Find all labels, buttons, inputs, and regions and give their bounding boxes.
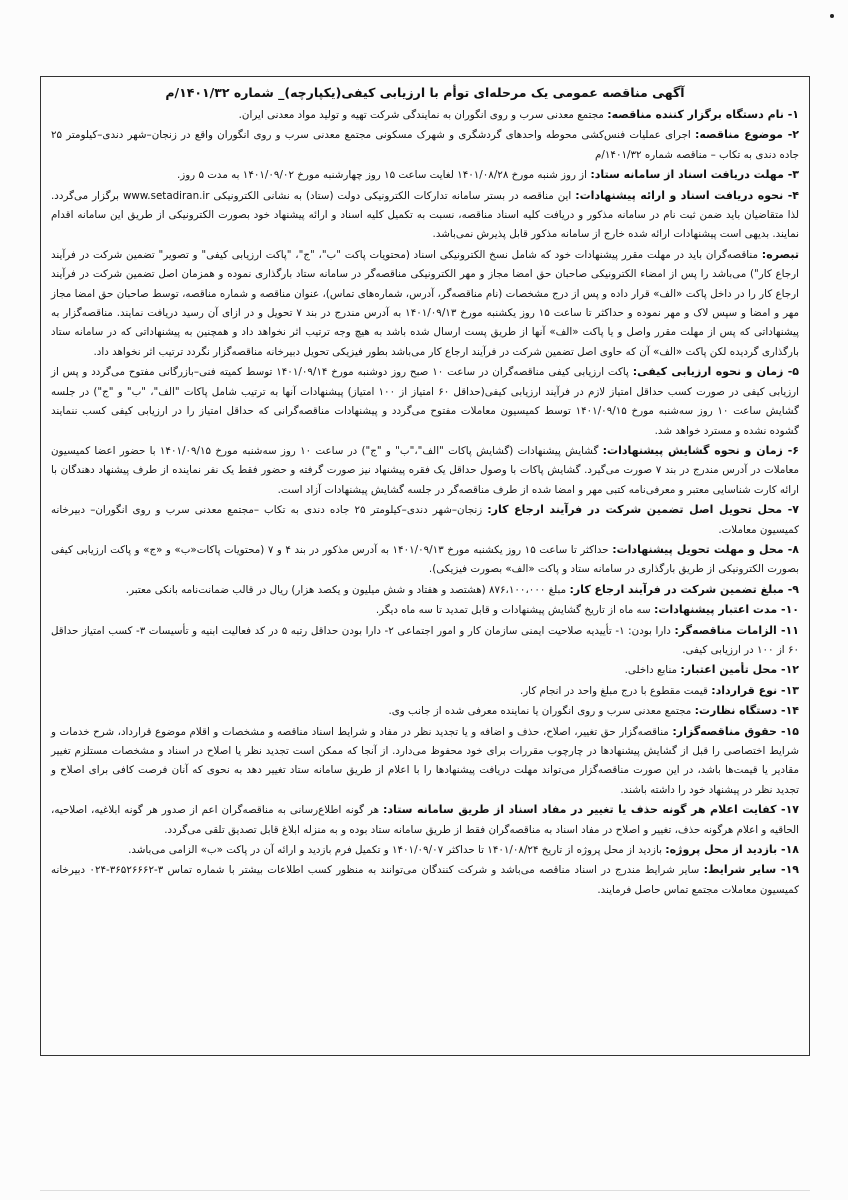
notice-item-label: ۱۳- نوع قرارداد:: [711, 683, 799, 697]
notice-item-label: ۱۹- سایر شرایط:: [703, 863, 799, 877]
notice-frame: [40, 76, 810, 1056]
notice-item-label: ۹- مبلغ تضمین شرکت در فرآیند ارجاع کار:: [569, 582, 799, 596]
notice-item: [51, 600, 799, 620]
notice-item: [51, 840, 799, 860]
notice-item-text: مجتمع معدنی سرب و روی انگوران یا نماینده معرفی شده از جانب وی.: [388, 705, 692, 718]
notice-item: [51, 441, 799, 500]
notice-item-text: مناقصه‌گزار حق تغییر، اصلاح، حذف و اضافه و یا تجدید نظر در مفاد و شرایط اسناد مناقصه و مشخصات و اقلام موضوع قرارداد، شرح خدمات و شرایط اختصاصی را قبل از گشایش پیشنهادها در چارچوب مقررات برای خود محفوظ می‌دارد. از آنجا که ممکن است تجدید نظر یا اصلاح در اسناد و مشخصات مستلزم تغییر مقادیر یا قیمت‌ها باشد، در این صورت مناقصه‌گزار می‌تواند مهلت دریافت پیشنهادها را با اعلام از طریق سامانه ستاد تغییر دهد به نحوی که آنان فرصت کافی برای اصلاح و تجدید نظر در پیشنهاد خود را داشته باشند.: [51, 725, 799, 796]
notice-item: [51, 540, 799, 580]
notice-item: [51, 701, 799, 721]
notice-item: [51, 860, 799, 900]
notice-item-label: ۶- زمان و نحوه گشایش پیشنهادات:: [602, 443, 799, 457]
notice-item-text: پاکت ارزیابی کیفی مناقصه‌گران در ساعت ۱۰ صبح روز دوشنبه مورخ ۱۴۰۱/۰۹/۱۴ توسط کمیته فنی–بازرگانی مفتوح می‌گردد و پس از ارزیابی کیفی در صورت کسب حداقل امتیاز لازم در فرآیند ارزیابی کیفی(حداقل ۶۰ امتیاز از ۱۰۰ امتیاز) پیشنهادات آنها به ترتیب شامل پاکات "الف"، "ب" و "ج") در جلسه گشایش ساعت ۱۰ روز سه‌شنبه مورخ ۱۴۰۱/۰۹/۱۵ توسط کمیسیون معاملات مفتوح می‌گردد و پیشنهادات مناقصه‌گرانی که حداقل امتیاز را در ارزیابی کیفی کسب ننمایند گشوده نشده و مسترد خواهد شد.: [51, 366, 800, 437]
notice-item-label: ۳- مهلت دریافت اسناد از سامانه ستاد:: [590, 168, 799, 182]
notice-item-text: مجتمع معدنی سرب و روی انگوران به نمایندگی شرکت تهیه و تولید مواد معدنی ایران.: [238, 109, 604, 121]
notice-item: [51, 165, 799, 185]
corner-dot: [830, 14, 834, 18]
notice-item-label: ۸- محل و مهلت تحویل پیشنهادات:: [612, 542, 799, 556]
notice-item-label: ۷- محل تحویل اصل تضمین شرکت در فرآیند ارجاع کار:: [487, 503, 800, 517]
notice-item: [51, 186, 799, 245]
notice-item-label: ۲- موضوع مناقصه:: [694, 128, 799, 142]
notice-item-label: ۱۷- کفایت اعلام هر گونه حذف یا تغییر در مفاد اسناد از طریق سامانه ستاد:: [383, 803, 799, 817]
notice-item: [51, 105, 799, 125]
notice-item-text: گشایش پیشنهادات (گشایش پاکات "الف"،"ب" و "ج") در ساعت ۱۰ روز سه‌شنبه مورخ ۱۴۰۱/۰۹/۱۵ با حضور اعضا کمیسیون معاملات در آدرس مندرج در بند ۷ صورت می‌گیرد. گشایش پاکات با وصول حداقل یک فقره پیشنهاد نیز صورت گرفته و حضور فقط یک نفر نماینده از طرف پیشنهاد دهندگان با ارائه کارت شناسایی معتبر و معرفی‌نامه کتبی مهر و امضا شده از طرف مناقصه‌گر در جلسه گشایش پیشنهادات آزاد است.: [51, 444, 800, 496]
notice-item-label: ۱۵- حقوق مناقصه‌گزار:: [672, 724, 800, 738]
notice-item-text: این مناقصه در بستر سامانه تدارکات الکترونیکی دولت (ستاد) به نشانی الکترونیکی www.setadiran.ir برگزار می‌گردد. لذا متقاضیان باید ضمن ثبت نام در سامانه مذکور و دریافت کلیه اسناد مناقصه، نسبت به تکمیل کلیه اسناد و ارائه پیشنهاد خود بصورت الکترونیکی از طریق این سامانه اقدام نمایند. بدیهی است پیشنهادات ارائه شده خارج از سامانه مذکور قابل پذیرش نمی‌باشد.: [51, 189, 799, 241]
notice-items: [51, 105, 799, 900]
notice-item-text: اجرای عملیات فنس‌کشی محوطه واحدهای گردشگری و شهرک مسکونی مجتمع معدنی سرب و روی انگوران واقع در زنجان–شهر دندی–کیلومتر ۲۵ جاده دندی به تکاب – مناقصه شماره ۱۴۰۱/۳۲/م: [51, 129, 799, 161]
notice-item: [51, 125, 799, 165]
notice-item: [51, 681, 799, 701]
notice-item-text: بازدید از محل پروژه از تاریخ ۱۴۰۱/۰۸/۲۴ تا حداکثر ۱۴۰۱/۰۹/۰۷ و تکمیل فرم بازدید و ارائه آن در پاکت «ب» الزامی می‌باشد.: [128, 844, 662, 857]
notice-item: [51, 500, 799, 540]
notice-item-text: سه ماه از تاریخ گشایش پیشنهادات و قابل تمدید تا سه ماه دیگر.: [375, 604, 651, 617]
notice-item-label: تبصره:: [761, 247, 799, 261]
notice-item-text: منابع داخلی.: [624, 664, 678, 677]
notice-item-text: دارا بودن: ۱- تأییدیه صلاحیت ایمنی سازمان کار و امور اجتماعی ۲- دارا بودن حداقل رتبه ۵ در کد فعالیت ابنیه و تأسیسات ۳- کسب امتیاز حداقل ۶۰ از ۱۰۰ در ارزیابی کیفی.: [51, 624, 799, 656]
notice-item-label: ۱۰- مدت اعتبار پیشنهادات:: [653, 603, 799, 617]
notice-item-text: قیمت مقطوع با درج مبلغ واحد در انجام کار.: [519, 684, 708, 697]
notice-item-text: حداکثر تا ساعت ۱۵ روز یکشنبه مورخ ۱۴۰۱/۰۹/۱۳ به آدرس مذکور در بند ۴ و ۷ (محتویات پاکات«ب» و «ج» و پاکت ارزیابی کیفی بصورت الکترونیکی از طریق بارگذاری در سامانه ستاد و پاکت «الف» بصورت فیزیکی).: [51, 543, 799, 576]
notice-title: آگهی مناقصه عمومی یک مرحله‌ای توأم با ارزیابی کیفی(یکپارچه)_ شماره ۱۴۰۱/۳۲/م: [165, 85, 685, 100]
notice-item: [51, 722, 799, 801]
notice-item: [51, 621, 799, 661]
notice-item-label: ۱- نام دستگاه برگزار کننده مناقصه:: [607, 108, 799, 121]
notice-item: [51, 245, 799, 362]
notice-item-text: از روز شنبه مورخ ۱۴۰۱/۰۸/۲۸ لغایت ساعت ۱۵ روز چهارشنبه مورخ ۱۴۰۱/۰۹/۰۲ به مدت ۵ روز.: [176, 169, 588, 182]
notice-item-label: ۴- نحوه دریافت اسناد و ارائه پیشنهادات:: [575, 188, 799, 202]
notice-item-label: ۵- زمان و نحوه ارزیابی کیفی:: [632, 365, 799, 379]
notice-item-label: ۱۲- محل تأمین اعتبار:: [680, 663, 799, 677]
notice-item-text: مبلغ ۸۷۶،۱۰۰،۰۰۰ (هشتصد و هفتاد و شش میلیون و یکصد هزار) ریال در قالب ضمانت‌نامه بانکی معتبر.: [125, 583, 567, 596]
notice-item-text: زنجان–شهر دندی–کیلومتر ۲۵ جاده دندی به تکاب –مجتمع معدنی سرب و روی انگوران– دبیرخانه کمیسیون معاملات.: [51, 504, 799, 536]
notice-item: [51, 660, 799, 680]
notice-item-text: سایر شرایط مندرج در اسناد مناقصه می‌باشد و شرکت کنندگان می‌توانند به منظور کسب اطلاعات بیشتر با شماره تماس ۳-۳۶۵۲۶۶۶۲-۰۲۴ دبیرخانه کمیسیون معاملات مجتمع تماس حاصل فرمایند.: [51, 864, 799, 896]
notice-item-text: مناقصه‌گران باید در مهلت مقرر پیشنهادات خود که شامل نسخ الکترونیکی اسناد (محتویات پاکت "ب"، "ج"، "پاکت ارزیابی کیفی" و تصویر" تضمین شرکت در فرآیند ارجاع کار") می‌باشد را پس از امضاء الکترونیکی صاحبان حق امضا مجاز و مهر الکترونیکی مناقصه‌گر در سامانه ستاد بارگذاری نموده و همزمان اصل تضمین شرکت در فرآیند ارجاع کار را در داخل پاکت «الف» قرار داده و پس از درج مشخصات (نام مناقصه‌گر، آدرس، شماره‌های تماس)، عنوان مناقصه و شماره مناقصه، توسط صاحبان حق امضا مجاز مهر و امضا و سپس لاک و مهر نموده و حداکثر تا ساعت ۱۵ روز یکشنبه مورخ ۱۴۰۱/۰۹/۱۳ به آدرس مندرج در بند ۷ تحویل و در ازای آن رسید دریافت نمایند. مناقصه‌گزار به پیشنهاداتی که پس از مهلت مقرر واصل و یا پاکت «الف» آنها از طریق پست ارسال شده باشد به هیچ وجه ترتیب اثر نخواهد داد و همچنین به پیشنهاداتی که در سامانه ستاد بارگذاری گردیده لکن پاکت «الف» آن که حاوی اصل تضمین شرکت در فرآیند ارجاع کار می‌باشد بطور فیزیکی تحویل دبیرخانه مناقصه‌گزار نگردد ترتیب اثر نخواهد داد.: [51, 248, 800, 358]
notice-item-label: ۱۴- دستگاه نظارت:: [694, 704, 799, 718]
notice-item-label: ۱۱- الزامات مناقصه‌گر:: [674, 623, 799, 637]
notice-item-text: هر گونه اطلاع‌رسانی به مناقصه‌گران اعم از صدور هر گونه ابلاغیه، اصلاحیه، الحاقیه و اعلام هرگونه حذف، تغییر و اصلاح در مفاد اسناد به مناقصه‌گران فقط از طریق سامانه ستاد بوده و به منزله ابلاغ قابل تصدیق تلقی می‌گردد.: [51, 804, 799, 836]
notice-item: [51, 362, 799, 441]
notice-item: [51, 580, 799, 600]
page-bottom-rule: [40, 1190, 810, 1191]
notice-item: [51, 800, 799, 840]
notice-item-label: ۱۸- بازدید از محل پروژه:: [665, 843, 799, 857]
